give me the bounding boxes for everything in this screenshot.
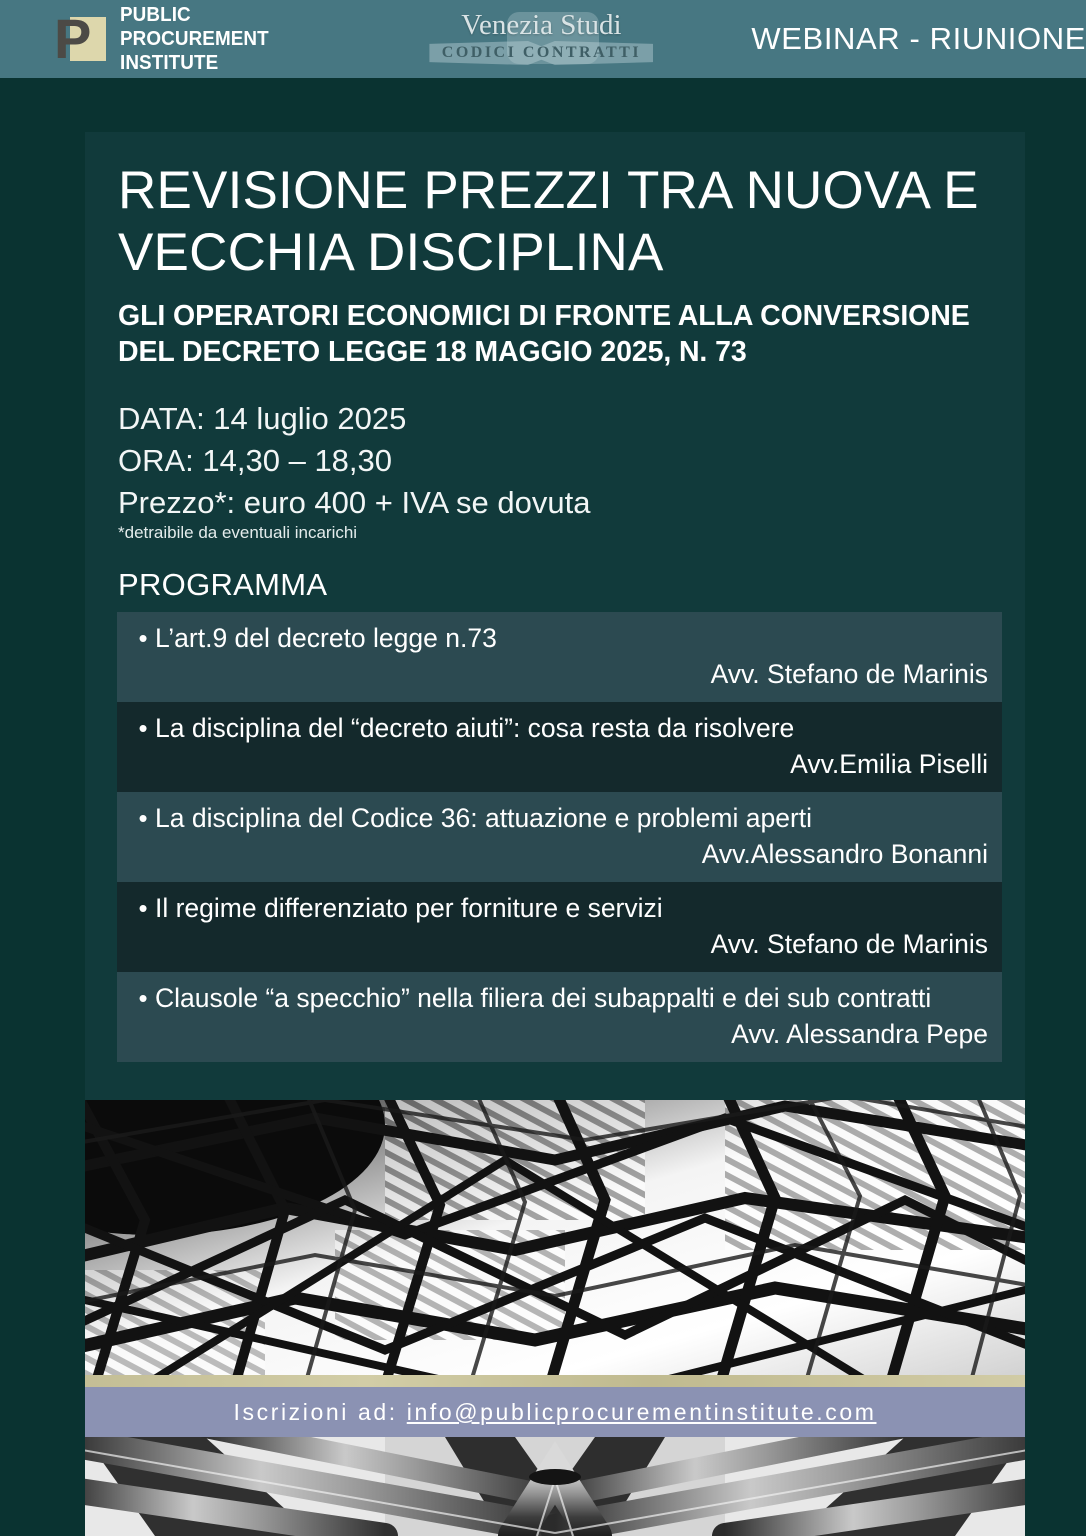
- event-date: DATA: 14 luglio 2025: [118, 401, 407, 436]
- registration-text: [234, 1398, 877, 1426]
- page-subtitle: GLI OPERATORI ECONOMICI DI FRONTE ALLA CONVERSIONE DEL DECRETO LEGGE 18 MAGGIO 2025, N. 73: [118, 300, 970, 368]
- program-topic-text: Il regime differenziato per forniture e servizi: [155, 893, 663, 923]
- bullet-icon: •: [138, 983, 148, 1013]
- photo-section: [85, 1100, 1025, 1536]
- lattice-roof-photo: [85, 1100, 1025, 1375]
- bullet-icon: •: [138, 893, 148, 923]
- program-topic: [131, 981, 990, 1016]
- program-speaker: Avv.Alessandro Bonanni: [701, 839, 988, 869]
- lattice-pattern-icon: [85, 1100, 1025, 1375]
- program-speaker: Avv. Stefano de Marinis: [710, 929, 988, 959]
- program-speaker: Avv. Alessandra Pepe: [731, 1019, 988, 1049]
- venezia-studi-title: Venezia Studi: [461, 9, 622, 41]
- page-title: REVISIONE PREZZI TRA NUOVA E VECCHIA DISCIPLINA: [118, 161, 979, 282]
- program-speaker: Avv.Emilia Piselli: [790, 749, 988, 779]
- program-row: [117, 882, 1002, 972]
- program-row: [117, 702, 1002, 792]
- program-row: [117, 612, 1002, 702]
- bullet-icon: •: [138, 623, 148, 653]
- program-row: [117, 792, 1002, 882]
- program-topic-text: Clausole “a specchio” nella filiera dei subappalti e dei sub contratti: [155, 983, 932, 1013]
- ppi-logo-text: [120, 3, 340, 75]
- program-topic-text: L’art.9 del decreto legge n.73: [155, 623, 497, 653]
- program-topic: [131, 801, 990, 836]
- program-list: [117, 612, 1002, 1062]
- program-topic: [131, 621, 990, 656]
- program-topic: [131, 891, 990, 926]
- program-topic-text: La disciplina del Codice 36: attuazione e problemi aperti: [155, 803, 813, 833]
- registration-email-link[interactable]: info@publicprocurementinstitute.com: [406, 1399, 877, 1425]
- ppi-logo-mark-icon: [54, 7, 106, 70]
- event-price: Prezzo*: euro 400 + IVA se dovuta: [118, 485, 591, 520]
- khaki-divider: [85, 1375, 1025, 1387]
- bullet-icon: •: [138, 713, 148, 743]
- program-row: [117, 972, 1002, 1062]
- header-bar: [0, 0, 1086, 78]
- logo-letter-p: P: [54, 7, 90, 70]
- ppi-logo-line2: INSTITUTE: [120, 51, 219, 74]
- venezia-studi-logo: [421, 8, 661, 70]
- program-speaker: Avv. Stefano de Marinis: [710, 659, 988, 689]
- ppi-logo-line1: PUBLIC PROCUREMENT: [120, 3, 269, 50]
- registration-label: Iscrizioni ad:: [233, 1399, 407, 1425]
- venezia-studi-subtitle: CODICI CONTRATTI: [441, 44, 642, 61]
- event-type-label: WEBINAR - RIUNIONE: [751, 21, 1086, 56]
- event-time: ORA: 14,30 – 18,30: [118, 443, 393, 478]
- event-details: [118, 398, 1025, 544]
- program-topic: [131, 711, 990, 746]
- program-topic-text: La disciplina del “decreto aiuti”: cosa resta da risolvere: [155, 713, 795, 743]
- content-panel: [85, 132, 1025, 1100]
- bullet-icon: •: [138, 803, 148, 833]
- registration-bar: [85, 1387, 1025, 1437]
- steel-tubes-photo: [85, 1437, 1025, 1536]
- ppi-logo: [54, 3, 359, 75]
- price-footnote: *detraibile da eventuali incarichi: [118, 523, 358, 542]
- programma-heading: PROGRAMMA: [118, 567, 328, 602]
